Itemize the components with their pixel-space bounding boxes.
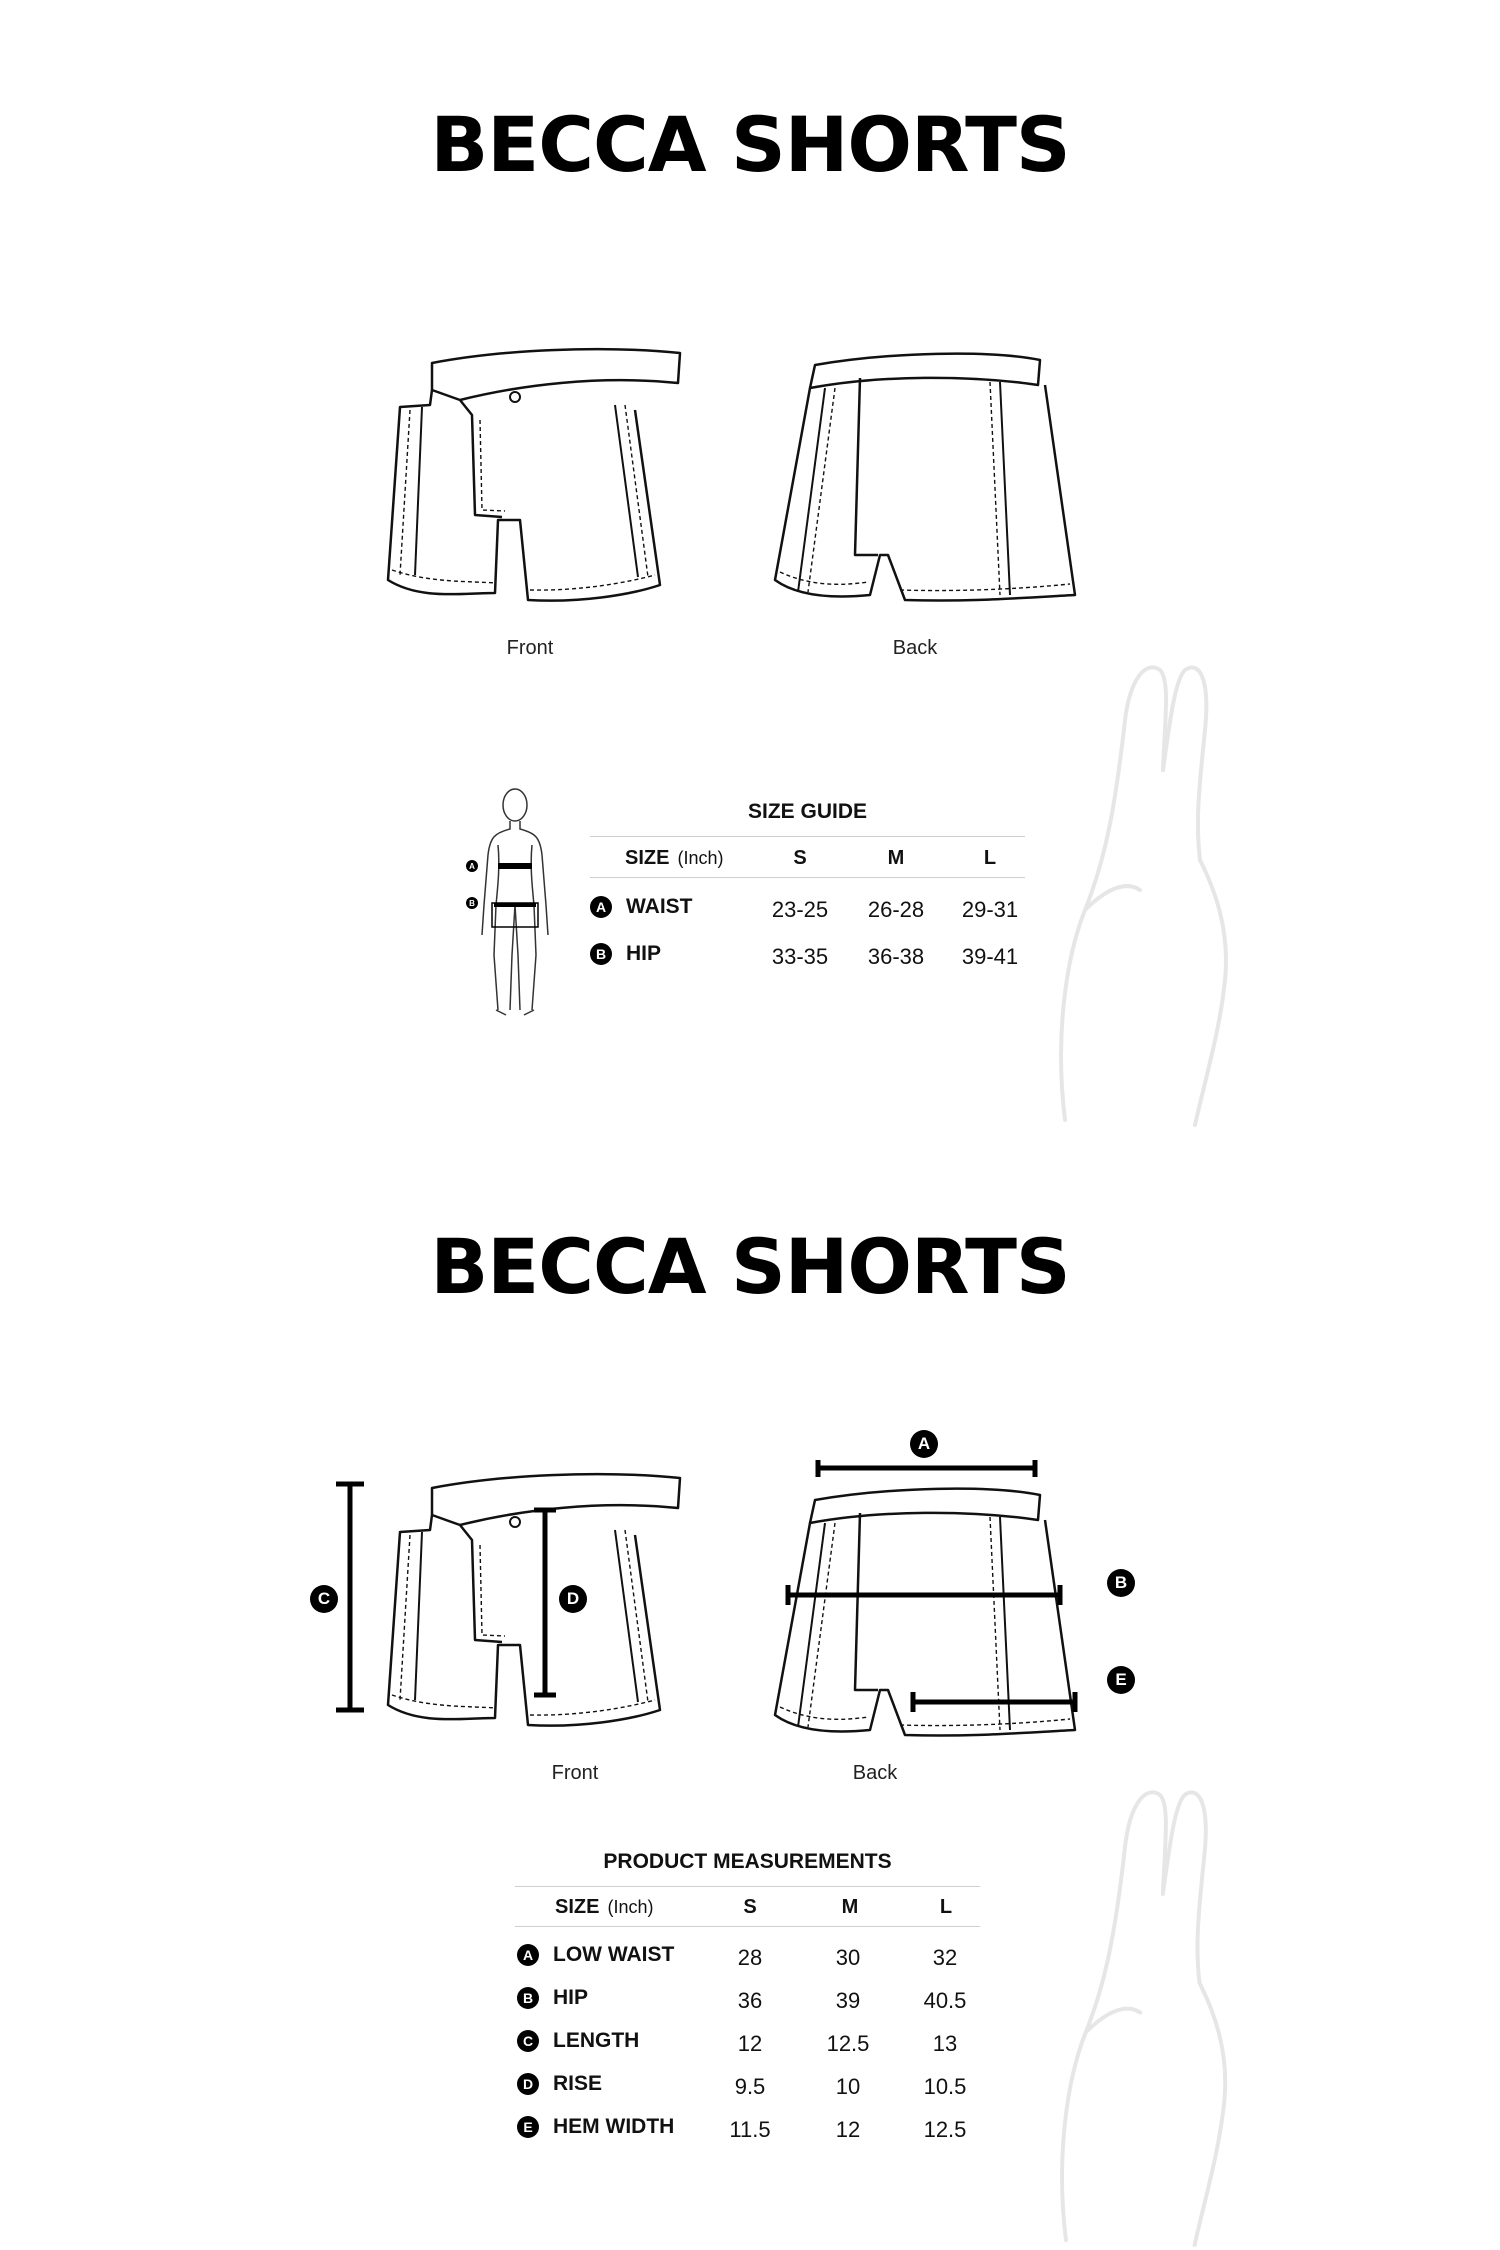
pm-col-m: M — [841, 1896, 859, 1918]
badge-e: E — [517, 2116, 539, 2138]
shorts-back-drawing — [770, 350, 1090, 610]
size-header-text: SIZE — [625, 847, 670, 869]
hip-m: 36-38 — [867, 944, 925, 969]
section2-title: BECCA SHORTS — [430, 1222, 1070, 1311]
low-waist-l: 32 — [932, 1945, 958, 1970]
badge-b: B — [517, 1987, 539, 2009]
badge-a: A — [517, 1944, 539, 1966]
rise-l: 10.5 — [923, 2074, 967, 2099]
pm-top-rule — [515, 1886, 980, 1887]
hand-sketch-decoration-2 — [1045, 1785, 1265, 2250]
size-guide-top-rule — [590, 836, 1025, 837]
hand-sketch-decoration — [1045, 660, 1265, 1130]
hem-width-s: 11.5 — [729, 2117, 771, 2142]
front-view-label-2: Front — [551, 1762, 599, 1784]
waist-m: 26-28 — [867, 897, 925, 922]
page-title: BECCA SHORTS — [430, 100, 1070, 189]
pm-hip-m: 39 — [835, 1988, 861, 2013]
row-label: WAIST — [626, 895, 693, 918]
pm-header-rule — [515, 1926, 980, 1927]
figure-badge-b: B — [466, 897, 478, 909]
low-waist-s: 28 — [737, 1945, 763, 1970]
figure-badge-a: A — [466, 860, 478, 872]
size-guide-row-waist — [590, 895, 693, 919]
rise-m: 10 — [835, 2074, 861, 2099]
size-guide-title: SIZE GUIDE — [747, 800, 868, 823]
size-guide-col-l: L — [983, 847, 997, 869]
size-guide-row-hip — [590, 942, 661, 966]
waist-l: 29-31 — [961, 897, 1019, 922]
waist-s: 23-25 — [771, 897, 829, 922]
row-label: LENGTH — [553, 2029, 640, 2052]
pm-hip-l: 40.5 — [923, 1988, 967, 2013]
back-view-label-2: Back — [852, 1762, 898, 1784]
pm-row-hem-width — [517, 2115, 674, 2139]
callout-e: E — [1107, 1666, 1135, 1694]
row-label: RISE — [553, 2072, 603, 2095]
hem-width-l: 12.5 — [923, 2117, 967, 2142]
shorts-back-measured-drawing — [770, 1460, 1110, 1750]
low-waist-m: 30 — [835, 1945, 861, 1970]
row-label: HIP — [553, 1986, 589, 2009]
size-guide-size-header — [625, 847, 723, 870]
pm-row-low-waist — [517, 1943, 674, 1967]
pm-size-header-text: SIZE — [555, 1896, 600, 1918]
length-s: 12 — [737, 2031, 763, 2056]
pm-size-header — [555, 1896, 653, 1919]
back-view-label: Back — [892, 637, 938, 659]
hem-width-m: 12 — [835, 2117, 861, 2142]
product-measurements-title: PRODUCT MEASUREMENTS — [603, 1850, 892, 1873]
badge-a: A — [590, 896, 612, 918]
callout-b: B — [1107, 1569, 1135, 1597]
pm-hip-s: 36 — [737, 1988, 763, 2013]
size-unit-text: (Inch) — [677, 848, 724, 868]
pm-row-length — [517, 2029, 639, 2053]
length-m: 12.5 — [826, 2031, 870, 2056]
pm-row-rise — [517, 2072, 602, 2096]
size-guide-col-m: M — [887, 847, 905, 869]
callout-c: C — [310, 1585, 338, 1613]
pm-col-l: L — [939, 1896, 953, 1918]
hip-l: 39-41 — [961, 944, 1019, 969]
shorts-front-measured-drawing — [300, 1470, 720, 1740]
callout-a: A — [910, 1430, 938, 1458]
row-label: HEM WIDTH — [553, 2115, 675, 2138]
hip-s: 33-35 — [771, 944, 829, 969]
front-view-label: Front — [506, 637, 554, 659]
row-label: LOW WAIST — [553, 1943, 675, 1966]
pm-row-hip — [517, 1986, 588, 2010]
badge-d: D — [517, 2073, 539, 2095]
pm-unit-text: (Inch) — [607, 1897, 654, 1917]
badge-b: B — [590, 943, 612, 965]
length-l: 13 — [932, 2031, 958, 2056]
rise-s: 9.5 — [734, 2074, 766, 2099]
badge-c: C — [517, 2030, 539, 2052]
size-guide-header-rule — [590, 877, 1025, 878]
shorts-front-drawing — [380, 345, 700, 610]
callout-d: D — [559, 1585, 587, 1613]
pm-col-s: S — [743, 1896, 757, 1918]
row-label: HIP — [626, 942, 662, 965]
size-guide-col-s: S — [793, 847, 807, 869]
